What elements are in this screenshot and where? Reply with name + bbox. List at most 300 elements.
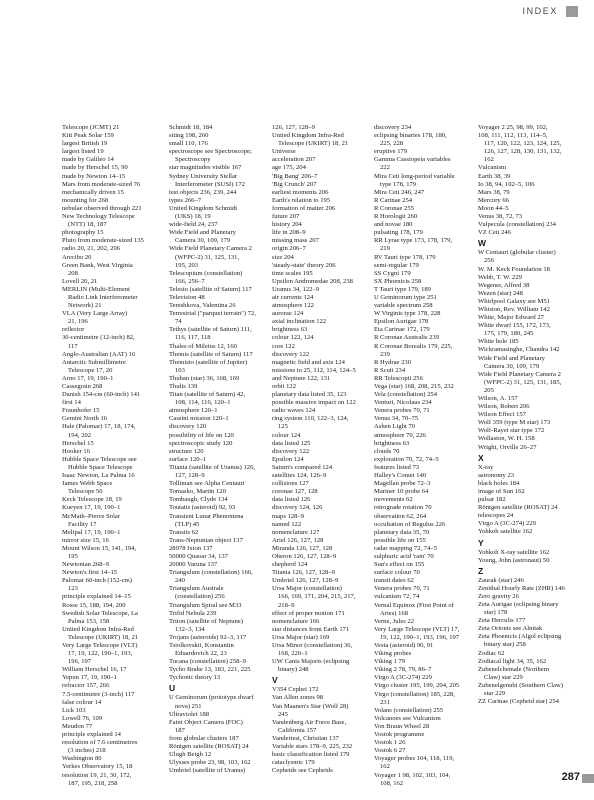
index-entry-text: R Scuti 234 [374, 366, 406, 374]
index-entry-text: nomenclature 166 [272, 617, 320, 625]
index-entry [169, 751, 273, 759]
index-entry-continuation: Radio Link Interferometer [68, 293, 138, 301]
index-entry-text: Kueyen 17, 19, 190–1 [62, 504, 121, 512]
index-entry [272, 577, 376, 585]
index-entry-text: White dwarf 155, 172, 173, [478, 322, 551, 330]
index-entry-text: shepherd 124 [272, 561, 308, 569]
index-entry-text: core 122 [272, 342, 295, 350]
index-entry-text: Wilson, A. 157 [478, 395, 518, 402]
index-entry-text: Verne, Jules 22 [374, 617, 415, 625]
index-entry-text: Umbriel (satellite of Uranus) [169, 767, 246, 775]
index-entry [478, 698, 582, 706]
index-entry-text: image of Sun 162 [478, 487, 525, 495]
index-entry [169, 148, 273, 164]
index-entry [272, 432, 376, 440]
index-entry [169, 245, 273, 269]
index-entry [62, 286, 166, 310]
index-entry [374, 691, 478, 707]
index-entry-text: Swedish Solar Telescope, La [62, 609, 138, 617]
index-entry [374, 626, 478, 642]
index-entry-text: Wide Field Planetary Camera 2 [169, 245, 252, 253]
index-entry-text: resolution 19, 21, 30, 172, [62, 771, 132, 779]
index-entry [478, 480, 582, 488]
index-entry-text: black holes 184 [478, 479, 520, 487]
index-entry [62, 383, 166, 391]
index-entry [169, 391, 273, 407]
index-entry-continuation: 108, 114, 116, 120–1 [175, 399, 231, 407]
index-entry-text: Gemini North 16 [62, 415, 108, 423]
index-entry-text: Vostok programme [374, 731, 425, 739]
index-entry [272, 626, 376, 634]
index-entry [374, 359, 478, 367]
index-entry [272, 610, 376, 618]
index-entry [478, 306, 582, 314]
index-entry-text: vulcanism 72, 74 [374, 593, 420, 601]
index-entry [374, 480, 478, 488]
section-letter: Z [478, 565, 484, 576]
index-entry-text: largest listed 19 [62, 148, 104, 156]
index-entry [374, 529, 478, 537]
index-entry [62, 626, 166, 642]
index-entry-text: Palomar 60-inch (152-cm) [62, 577, 132, 585]
index-entry [169, 610, 273, 618]
index-entry-continuation: 126, 127, 128, 130, 131, 132, [484, 148, 562, 156]
index-entry-text: Röntgen satellite (ROSAT) 24 [169, 743, 249, 751]
index-entry [374, 173, 478, 189]
index-entry-text: Uranus 34, 122–9 [272, 285, 320, 293]
header-title: INDEX [522, 6, 558, 16]
index-entry-text: sulphuric acid 'rain' 70 [374, 552, 434, 560]
index-entry-text: made by Galileo 14 [62, 156, 114, 164]
index-entry [62, 399, 166, 407]
index-entry-continuation: 19, 122, 190–1, 193, 196, 197 [380, 633, 460, 641]
index-entry [62, 448, 166, 456]
index-entry-text: Vega (star) 168, 208, 215, 232 [374, 383, 454, 390]
index-entry [374, 302, 478, 310]
index-entry [374, 448, 478, 456]
index-entry-continuation: 187, 195, 218, 258 [68, 779, 118, 787]
index-entry [272, 262, 376, 270]
index-entry [478, 346, 582, 354]
index-entry [62, 359, 166, 375]
index-entry [478, 625, 582, 633]
index-entry [169, 440, 273, 448]
index-entry [272, 148, 376, 156]
index-entry [272, 448, 376, 456]
index-entry [478, 322, 582, 338]
index-entry-continuation: 175, 179, 180, 245 [484, 330, 534, 338]
index-entry [169, 310, 273, 326]
index-entry-text: Virgo (constellation) 185, 228, [374, 690, 455, 698]
section-letter: U [169, 683, 176, 694]
index-entry-text: Zodiacal light 34, 35, 162 [478, 657, 547, 665]
index-entry [374, 237, 478, 253]
index-entry [374, 270, 478, 278]
index-entry-text: retrograde rotation 70 [374, 504, 432, 512]
index-column-4 [374, 124, 478, 788]
index-entry-continuation: 103 [175, 366, 185, 374]
index-entry-text: SX Phoenicis 258 [374, 277, 422, 285]
index-entry-text: Young, John (astronaut) 50 [478, 556, 550, 564]
index-entry-text: photography 15 [62, 229, 104, 237]
index-entry [62, 513, 166, 529]
index-entry-text: colour 124 [272, 431, 301, 439]
index-entry [169, 743, 273, 751]
index-entry [478, 132, 582, 164]
index-entry-continuation: Hubble Space Telescope [68, 463, 133, 471]
index-entry-text: refractor 157, 266 [62, 682, 110, 690]
index-entry-text: Tolliman see Alpha Centauri [169, 480, 245, 488]
index-entry-text: semi-regular 179 [374, 261, 419, 269]
index-entry-continuation: 166, 169, 171, 204, 215, 217, [278, 593, 356, 601]
index-entry-text: Yohkoh satellite 162 [478, 528, 533, 536]
index-entry-text: missions to 25, 112, 114, 124–5 [272, 366, 356, 374]
index-entry [169, 529, 273, 537]
index-entry-text: Vandenberg Air Force Base, [272, 718, 347, 726]
index-entry [62, 156, 166, 164]
index-entry [169, 674, 273, 682]
index-entry-continuation: California 157 [278, 726, 317, 734]
index-entry [169, 642, 273, 658]
index-entry-text: brightness 63 [272, 326, 308, 334]
index-entry-continuation: 245 [278, 710, 288, 718]
index-entry-text: cataclysmic 179 [272, 759, 315, 767]
index-entry [374, 294, 478, 302]
index-entry [62, 124, 166, 132]
index-entry-text: Moon 44–5 [478, 204, 509, 212]
index-entry [272, 694, 376, 702]
index-entry-text: nebulae observed through 221 [62, 204, 142, 212]
index-entry [478, 650, 582, 658]
index-entry-text: Viking probes [374, 650, 412, 658]
index-entry-continuation: 117 [68, 342, 78, 350]
index-entry [62, 480, 166, 496]
index-entry [272, 553, 376, 561]
index-entry [169, 189, 273, 197]
index-entry-text: mirror size 15, 16 [62, 536, 109, 544]
index-entry-text: Zubenelchemale (Northern [478, 665, 550, 673]
index-entry [62, 415, 166, 423]
index-entry-text: Television 48 [169, 293, 205, 301]
index-entry-text: Voyager probes 104, 118, 119, [374, 755, 455, 763]
index-entry [62, 132, 166, 140]
index-entry-text: Gamma Cassiopeia variables [374, 156, 451, 164]
index-entry-text: Very Large Telescope (VLT) 17, [374, 625, 460, 633]
index-entry-text: Io 38, 94, 102–5, 106 [478, 180, 535, 188]
index-entry [169, 294, 273, 302]
index-entry [62, 691, 166, 699]
index-entry [62, 237, 166, 245]
index-entry-text: Yerkes Observatory 15, 18 [62, 763, 133, 771]
index-entry-continuation: 240 [175, 577, 185, 585]
index-entry-text: telescopes 24 [478, 512, 514, 520]
index-entry-text: and Neptune 122, 131 [272, 374, 331, 382]
index-entry [169, 735, 273, 743]
index-entry [169, 164, 273, 172]
index-entry [169, 448, 273, 456]
index-entry-text: Titania (satellite of Uranus) 126, [169, 463, 256, 471]
index-entry-text: Lowell 76, 109 [62, 714, 103, 722]
index-entry-text: variable spectrum 258 [374, 302, 433, 310]
index-entry-continuation: Telescope 17, 20 [68, 366, 113, 374]
index-entry [374, 739, 478, 747]
index-entry-text: Zaurak (star) 246 [478, 576, 524, 584]
index-entry [374, 569, 478, 577]
index-entry [374, 650, 478, 658]
index-entry [62, 391, 166, 399]
index-entry-text: features listed 73 [374, 463, 420, 471]
index-entry-continuation: 219 [380, 245, 390, 253]
index-entry [478, 274, 582, 282]
index-entry-text: planetary data 35, 70 [374, 528, 430, 536]
index-entry-text: Mount Wilson 15, 141, 194, [62, 544, 137, 552]
index-entry [272, 294, 376, 302]
index-entry [272, 351, 376, 359]
index-entry-continuation: (3 inches) 218 [68, 747, 106, 755]
index-entry-text: Tsiolkovskii, Konstantin [169, 642, 234, 649]
index-entry [374, 618, 478, 626]
index-entry [169, 561, 273, 569]
index-entry [374, 229, 478, 237]
index-entry [62, 496, 166, 504]
index-entry-text: satellites 124, 126–9 [272, 472, 327, 480]
index-entry [272, 181, 376, 189]
index-entry-text: Wolf 359 (type M star) 173 [478, 419, 551, 427]
index-entry-text: time scales 195 [272, 269, 313, 277]
index-entry-text: atmosphere 120–1 [169, 407, 218, 415]
index-entry [272, 703, 376, 719]
index-entry-text: Transits 62 [169, 528, 199, 536]
index-entry [374, 755, 478, 771]
index-entry-text: star distances from Earth 171 [272, 625, 350, 633]
index-entry [62, 715, 166, 723]
index-entry-text: Venturi, Nicolaus 234 [374, 399, 432, 407]
index-entry-text: discovery 234 [374, 124, 412, 131]
index-entry-text: Newton's first 14–15 [62, 569, 118, 577]
index-entry [272, 415, 376, 431]
index-entry [272, 254, 376, 262]
index-entry-text: Virgo cluster 195, 199, 204, 205 [374, 682, 460, 690]
index-column-1 [62, 124, 166, 788]
index-entry [62, 440, 166, 448]
index-entry-text: Voyager 1 98, 102, 103, 104, [374, 771, 451, 779]
index-entry-text: W Virginis type 178, 228 [374, 310, 441, 318]
index-entry [374, 391, 478, 399]
index-entry [478, 617, 582, 625]
index-entry-text: possibility of life on 120 [169, 431, 234, 439]
index-entry-text: R Horologii 260 [374, 213, 418, 221]
index-entry-text: pulsating 178, 179 [374, 229, 423, 237]
index-entry-text: resolution of 7.6 centimetres [62, 739, 138, 747]
index-entry [272, 213, 376, 221]
index-entry-text: surface colour 70 [374, 569, 420, 577]
index-entry-text: United Kingdom Infra-Red [272, 132, 344, 140]
index-entry [169, 270, 273, 286]
index-entry [374, 577, 478, 585]
section-letter: X [478, 452, 484, 463]
index-entry [62, 682, 166, 690]
index-entry [272, 286, 376, 294]
index-entry-continuation: 21, 196 [68, 318, 88, 326]
index-entry [374, 642, 478, 650]
index-entry-text: false colour 14 [62, 698, 102, 706]
index-entry-text: Tycho Brahe 13, 183, 221, 225 [169, 666, 251, 674]
index-entry-continuation: (constellation) 256 [175, 593, 225, 601]
index-entry [478, 403, 582, 411]
index-entry-text: Umbriel 126, 127, 128–9 [272, 577, 339, 585]
index-entry-text: movements 62 [374, 496, 413, 504]
index-entry-text: 7.5-centimetre (3-inch) 117 [62, 690, 135, 698]
index-entry-text: Ariel 126, 127, 128 [272, 536, 324, 544]
index-entry-text: origin 206–7 [272, 245, 306, 253]
index-entry-continuation: 205 [484, 386, 494, 394]
index-entry-text: discovery 122 [272, 350, 310, 358]
index-entry [374, 440, 478, 448]
index-entry-text: Antarctic Submillimetre [62, 358, 126, 366]
index-entry-text: Trifid Nebula 239 [169, 609, 217, 617]
index-entry-text: Tomasko, Martin 120 [169, 488, 226, 496]
index-entry [374, 723, 478, 731]
index-entry [478, 464, 582, 472]
index-entry-text: radar mapping 72, 74–5 [374, 544, 437, 552]
index-entry-text: Saturn's compared 124 [272, 463, 333, 471]
page-number: 287 [561, 771, 580, 783]
index-entry-text: Triton (satellite of Neptune) [169, 617, 243, 625]
index-entry [374, 334, 478, 342]
index-entry [478, 419, 582, 427]
index-entry-text: United Kingdom Infra-Red [62, 625, 134, 633]
index-entry-continuation: 116, 117, 118 [175, 334, 211, 342]
index-entry [272, 407, 376, 415]
index-entry-text: transit dates 62 [374, 577, 414, 585]
index-entry-text: structure 120 [169, 447, 204, 455]
index-entry [374, 262, 478, 270]
index-entry [62, 189, 166, 197]
index-entry-text: 30-centimetre (12-inch) 82, [62, 334, 135, 342]
index-entry [478, 658, 582, 666]
index-entry-text: Zenithal Hourly Rate (ZHR) 146 [478, 584, 565, 592]
index-entry [169, 496, 273, 504]
index-entry [62, 197, 166, 205]
index-entry-continuation: 196, 197 [68, 658, 92, 666]
index-entry-text: possible massive impact on 122 [272, 399, 356, 407]
index-entry [169, 464, 273, 480]
index-entry [272, 221, 376, 229]
index-entry [478, 205, 582, 213]
index-entry [62, 472, 166, 480]
index-entry [374, 674, 478, 682]
index-entry-text: Wide Field Planetary Camera 2 [478, 370, 561, 378]
index-entry [374, 221, 478, 229]
index-entry-text: exploration 70, 72, 74–5 [374, 455, 439, 463]
index-entry-text: Zeta Phoenicis (Algol eclipsing [478, 633, 562, 641]
index-entry-text: Themisto (satellite of Jupiter) [169, 358, 248, 366]
index-entry-text: Telescopium (constellation) [169, 269, 243, 277]
index-entry-text: Herschel 15 [62, 439, 94, 447]
index-entry [374, 772, 478, 788]
index-entry-text: Zeta Orionis see Alnitak [478, 625, 543, 633]
index-entry [478, 229, 582, 237]
index-entry [478, 189, 582, 197]
index-entry-text: radio waves 124 [272, 407, 316, 415]
index-entry [62, 723, 166, 731]
index-entry-text: Pluto from moderate-sized 135 [62, 237, 144, 245]
index-entry [374, 464, 478, 472]
index-entry [62, 593, 166, 601]
section-letter: W [478, 238, 487, 249]
index-entry-text: Faint Object Camera (FOC) [169, 718, 243, 726]
index-entry-text: MERLIN (Multi-Element [62, 285, 130, 293]
index-entry-continuation: 225, 228 [380, 140, 404, 148]
index-entry [62, 755, 166, 763]
index-entry-text: Trojans (asteroids) 92–3, 117 [169, 633, 247, 641]
index-entry [478, 472, 582, 480]
index-entry [62, 375, 166, 383]
index-entry-text: spectroscopic study 120 [169, 439, 233, 447]
index-entry-text: surface 120–1 [169, 455, 207, 463]
index-entry-text: James Webb Space [62, 480, 113, 488]
index-entry-text: Wickramasinghe, Chandra 142 [478, 346, 560, 354]
index-entry [272, 343, 376, 351]
index-entry-text: R Coronae Borealis 179, 225, [374, 342, 453, 350]
index-entry [374, 715, 478, 723]
index-entry-continuation: (WFPC-2) 31, 125, 131, [175, 253, 240, 261]
index-entry [478, 395, 582, 403]
index-entry [272, 173, 376, 181]
index-entry-text: Wilson Effect 157 [478, 411, 526, 419]
index-entry [272, 302, 376, 310]
index-entry-continuation: binary star) 258 [484, 641, 526, 649]
index-entry [272, 537, 376, 545]
index-entry [272, 334, 376, 342]
index-entry [374, 472, 478, 480]
index-entry-text: Very Large Telescope (VLT) [62, 642, 138, 649]
index-entry [374, 310, 478, 318]
index-entry-continuation: Telescope (UKIRT) 18, 21 [278, 140, 349, 148]
index-entry-text: Halley's Comet 140 [374, 472, 427, 480]
index-entry-text: Vesta (asteroid) 90, 91 [374, 642, 434, 649]
index-entry-text: Yepun 17, 19, 190–1 [62, 674, 117, 682]
index-entry-text: Danish 154-cm (60-inch) 141 [62, 391, 141, 399]
index-entry [478, 181, 582, 189]
index-entry-text: Themis (satellite of Saturn) 117 [169, 350, 253, 358]
index-entry-text: Wide Field and Planetary [478, 354, 545, 362]
index-entry-text: W. M. Keck Foundation 18 [478, 265, 550, 273]
index-entry [478, 593, 582, 601]
index-entry [478, 173, 582, 181]
index-entry-text: Vulcanism [478, 164, 507, 172]
index-entry-text: Tychonic theory 13 [169, 674, 221, 682]
index-entry [169, 132, 273, 140]
index-entry [62, 334, 166, 350]
index-entry [272, 399, 376, 407]
index-entry-text: mounting for 268 [62, 196, 109, 204]
index-entry [62, 254, 166, 262]
index-entry [374, 731, 478, 739]
index-entry-text: 'Big Bang' 206–7 [272, 172, 318, 180]
index-entry [374, 124, 478, 132]
index-entry [478, 371, 582, 395]
index-entry-text: Ultraviolet 188 [169, 710, 210, 718]
index-entry [272, 270, 376, 278]
index-entry-text: Cepheids see Cepheids [272, 767, 333, 775]
index-entry [169, 229, 273, 245]
index-entry [374, 747, 478, 755]
index-entry-text: Trans-Neptunian object 137 [169, 536, 243, 544]
index-entry [374, 189, 478, 197]
index-entry-text: Röntgen satellite (ROSAT) 24 [478, 504, 558, 512]
index-entry-text: principle explained 14–15 [62, 593, 131, 601]
